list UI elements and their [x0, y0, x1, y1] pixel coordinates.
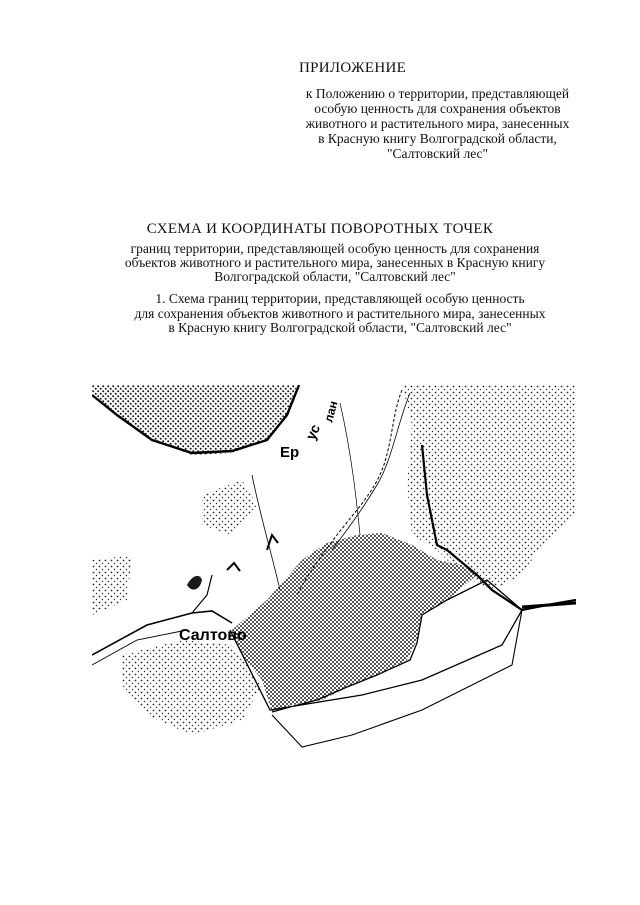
forest-area-southwest: [122, 640, 262, 735]
territory-map: [92, 385, 576, 755]
appendix-line: к Положению о территории, представляющей: [305, 86, 570, 101]
scheme-subtitle-line: Волгоградской области, "Салтовский лес": [214, 269, 456, 284]
scheme-heading: СХЕМА И КООРДИНАТЫ ПОВОРОТНЫХ ТОЧЕК: [146, 221, 494, 237]
road-east: [522, 603, 576, 607]
protected-forest-saltovsky: [232, 533, 477, 712]
scheme-subtitle-line: объектов животного и растительного мира, занесенных в Красную книгу: [124, 255, 546, 270]
appendix-line: "Салтовский лес": [386, 146, 489, 161]
section-caption-line: в Красную книгу Волгоградской области, "Салтовский лес": [168, 320, 512, 335]
section-caption-line: для сохранения объектов животного и растительного мира, занесенных: [134, 305, 546, 321]
lake-mark: [187, 576, 202, 590]
river-label-end: лан: [321, 399, 341, 424]
river-label-middle: ус: [302, 421, 324, 443]
appendix-line: животного и растительного мира, занесенных: [305, 116, 570, 131]
appendix-text: [290, 86, 585, 161]
scheme-subtitle-line: границ территории, представляющей особую ценность для сохранения: [130, 241, 540, 256]
scheme-subtitle: [75, 242, 595, 284]
appendix-title: ПРИЛОЖЕНИЕ: [299, 60, 407, 76]
lake-mark: [267, 535, 278, 550]
stream: [252, 475, 280, 590]
section-caption: [80, 292, 600, 336]
forest-area-west: [92, 555, 132, 615]
river-label-start: Ер: [280, 444, 300, 461]
section-caption-line: 1. Схема границ территории, представляющей особую ценность: [155, 291, 525, 306]
village-label-saltovo: Салтово: [179, 627, 247, 644]
forest-area-upper-left: [202, 480, 257, 535]
lake-mark: [227, 563, 240, 571]
appendix-line: особую ценность для сохранения объектов: [314, 101, 561, 116]
appendix-line: в Красную книгу Волгоградской области,: [318, 131, 557, 146]
